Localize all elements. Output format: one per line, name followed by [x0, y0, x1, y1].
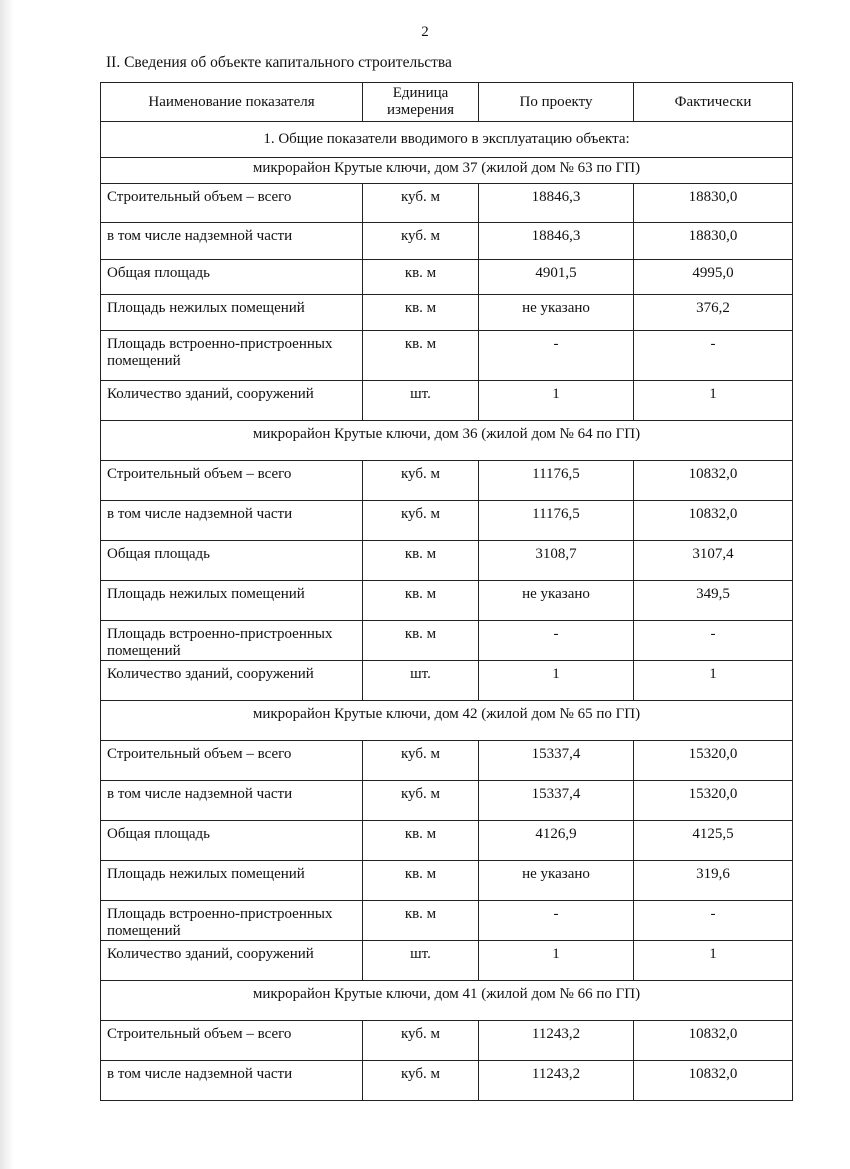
unit: кв. м [363, 581, 479, 621]
unit: кв. м [363, 260, 479, 295]
group-row [101, 421, 793, 461]
actual-value: 18830,0 [634, 223, 793, 260]
table-row [101, 821, 793, 861]
unit: кв. м [363, 295, 479, 331]
table-row [101, 1061, 793, 1101]
project-value: 3108,7 [479, 541, 634, 581]
indicators-table [100, 82, 793, 1101]
actual-value: - [634, 621, 793, 661]
project-value: 4901,5 [479, 260, 634, 295]
project-value: не указано [479, 295, 634, 331]
project-value: - [479, 331, 634, 381]
group-title: микрорайон Крутые ключи, дом 36 (жилой дом № 64 по ГП) [101, 421, 793, 461]
indicator-name: Общая площадь [101, 260, 363, 295]
project-value: - [479, 621, 634, 661]
table-row [101, 901, 793, 941]
actual-value: 10832,0 [634, 461, 793, 501]
project-value: 1 [479, 661, 634, 701]
actual-value: - [634, 331, 793, 381]
actual-value: 10832,0 [634, 1061, 793, 1101]
actual-value: 4995,0 [634, 260, 793, 295]
group-row [101, 981, 793, 1021]
section-row [101, 122, 793, 158]
actual-value: 349,5 [634, 581, 793, 621]
project-value: 11243,2 [479, 1021, 634, 1061]
actual-value: 18830,0 [634, 184, 793, 223]
indicator-name: Общая площадь [101, 821, 363, 861]
project-value: 15337,4 [479, 781, 634, 821]
actual-value: 15320,0 [634, 781, 793, 821]
actual-value: 1 [634, 381, 793, 421]
header-name: Наименование показателя [101, 83, 363, 122]
unit: кв. м [363, 621, 479, 661]
indicator-name: в том числе надземной части [101, 223, 363, 260]
actual-value: 10832,0 [634, 501, 793, 541]
project-value: не указано [479, 861, 634, 901]
table-header-row [101, 83, 793, 122]
project-value: 15337,4 [479, 741, 634, 781]
actual-value: 1 [634, 941, 793, 981]
project-value: - [479, 901, 634, 941]
indicator-name: Строительный объем – всего [101, 1021, 363, 1061]
project-value: 1 [479, 381, 634, 421]
table-row [101, 501, 793, 541]
table-row [101, 741, 793, 781]
unit: шт. [363, 381, 479, 421]
group-title: микрорайон Крутые ключи, дом 41 (жилой дом № 66 по ГП) [101, 981, 793, 1021]
table-row [101, 661, 793, 701]
unit: кв. м [363, 331, 479, 381]
project-value: 4126,9 [479, 821, 634, 861]
indicator-name: в том числе надземной части [101, 501, 363, 541]
actual-value: - [634, 901, 793, 941]
project-value: 11243,2 [479, 1061, 634, 1101]
project-value: 18846,3 [479, 223, 634, 260]
actual-value: 10832,0 [634, 1021, 793, 1061]
indicator-name: Площадь нежилых помещений [101, 861, 363, 901]
unit: куб. м [363, 1061, 479, 1101]
unit: куб. м [363, 461, 479, 501]
group-row [101, 701, 793, 741]
project-value: 1 [479, 941, 634, 981]
header-actual: Фактически [634, 83, 793, 122]
indicator-name: Площадь встроенно-пристроенных помещений [101, 901, 363, 941]
unit: куб. м [363, 741, 479, 781]
table-row [101, 541, 793, 581]
actual-value: 3107,4 [634, 541, 793, 581]
table-row [101, 184, 793, 223]
unit: куб. м [363, 184, 479, 223]
actual-value: 376,2 [634, 295, 793, 331]
indicator-name: Строительный объем – всего [101, 461, 363, 501]
unit: куб. м [363, 223, 479, 260]
indicator-name: Строительный объем – всего [101, 184, 363, 223]
table-row [101, 621, 793, 661]
indicator-name: Площадь нежилых помещений [101, 581, 363, 621]
project-value: не указано [479, 581, 634, 621]
group-title: микрорайон Крутые ключи, дом 37 (жилой дом № 63 по ГП) [101, 158, 793, 184]
unit: шт. [363, 661, 479, 701]
table-row [101, 461, 793, 501]
header-unit: Единица измерения [363, 83, 479, 122]
indicator-name: Количество зданий, сооружений [101, 381, 363, 421]
section-heading: 1. Общие показатели вводимого в эксплуатацию объекта: [101, 122, 793, 158]
group-row [101, 158, 793, 184]
unit: кв. м [363, 901, 479, 941]
unit: кв. м [363, 821, 479, 861]
table-row [101, 1021, 793, 1061]
project-value: 11176,5 [479, 461, 634, 501]
indicator-name: Площадь встроенно-пристроенных помещений [101, 331, 363, 381]
table-row [101, 295, 793, 331]
unit: куб. м [363, 781, 479, 821]
indicator-name: Общая площадь [101, 541, 363, 581]
indicator-name: Площадь встроенно-пристроенных помещений [101, 621, 363, 661]
actual-value: 1 [634, 661, 793, 701]
actual-value: 4125,5 [634, 821, 793, 861]
table-row [101, 331, 793, 381]
indicator-name: Количество зданий, сооружений [101, 661, 363, 701]
indicator-name: Строительный объем – всего [101, 741, 363, 781]
table-row [101, 381, 793, 421]
table-row [101, 941, 793, 981]
table-row [101, 223, 793, 260]
table-row [101, 260, 793, 295]
indicator-name: Количество зданий, сооружений [101, 941, 363, 981]
actual-value: 15320,0 [634, 741, 793, 781]
unit: шт. [363, 941, 479, 981]
project-value: 11176,5 [479, 501, 634, 541]
table-row [101, 781, 793, 821]
header-project: По проекту [479, 83, 634, 122]
section-title: II. Сведения об объекте капитального строительства [106, 54, 452, 71]
page-number: 2 [421, 24, 429, 40]
group-title: микрорайон Крутые ключи, дом 42 (жилой дом № 65 по ГП) [101, 701, 793, 741]
unit: кв. м [363, 541, 479, 581]
table-row [101, 581, 793, 621]
actual-value: 319,6 [634, 861, 793, 901]
indicator-name: в том числе надземной части [101, 781, 363, 821]
table-row [101, 861, 793, 901]
project-value: 18846,3 [479, 184, 634, 223]
indicator-name: в том числе надземной части [101, 1061, 363, 1101]
indicator-name: Площадь нежилых помещений [101, 295, 363, 331]
unit: куб. м [363, 1021, 479, 1061]
unit: кв. м [363, 861, 479, 901]
scan-edge-shadow [0, 0, 14, 1169]
unit: куб. м [363, 501, 479, 541]
